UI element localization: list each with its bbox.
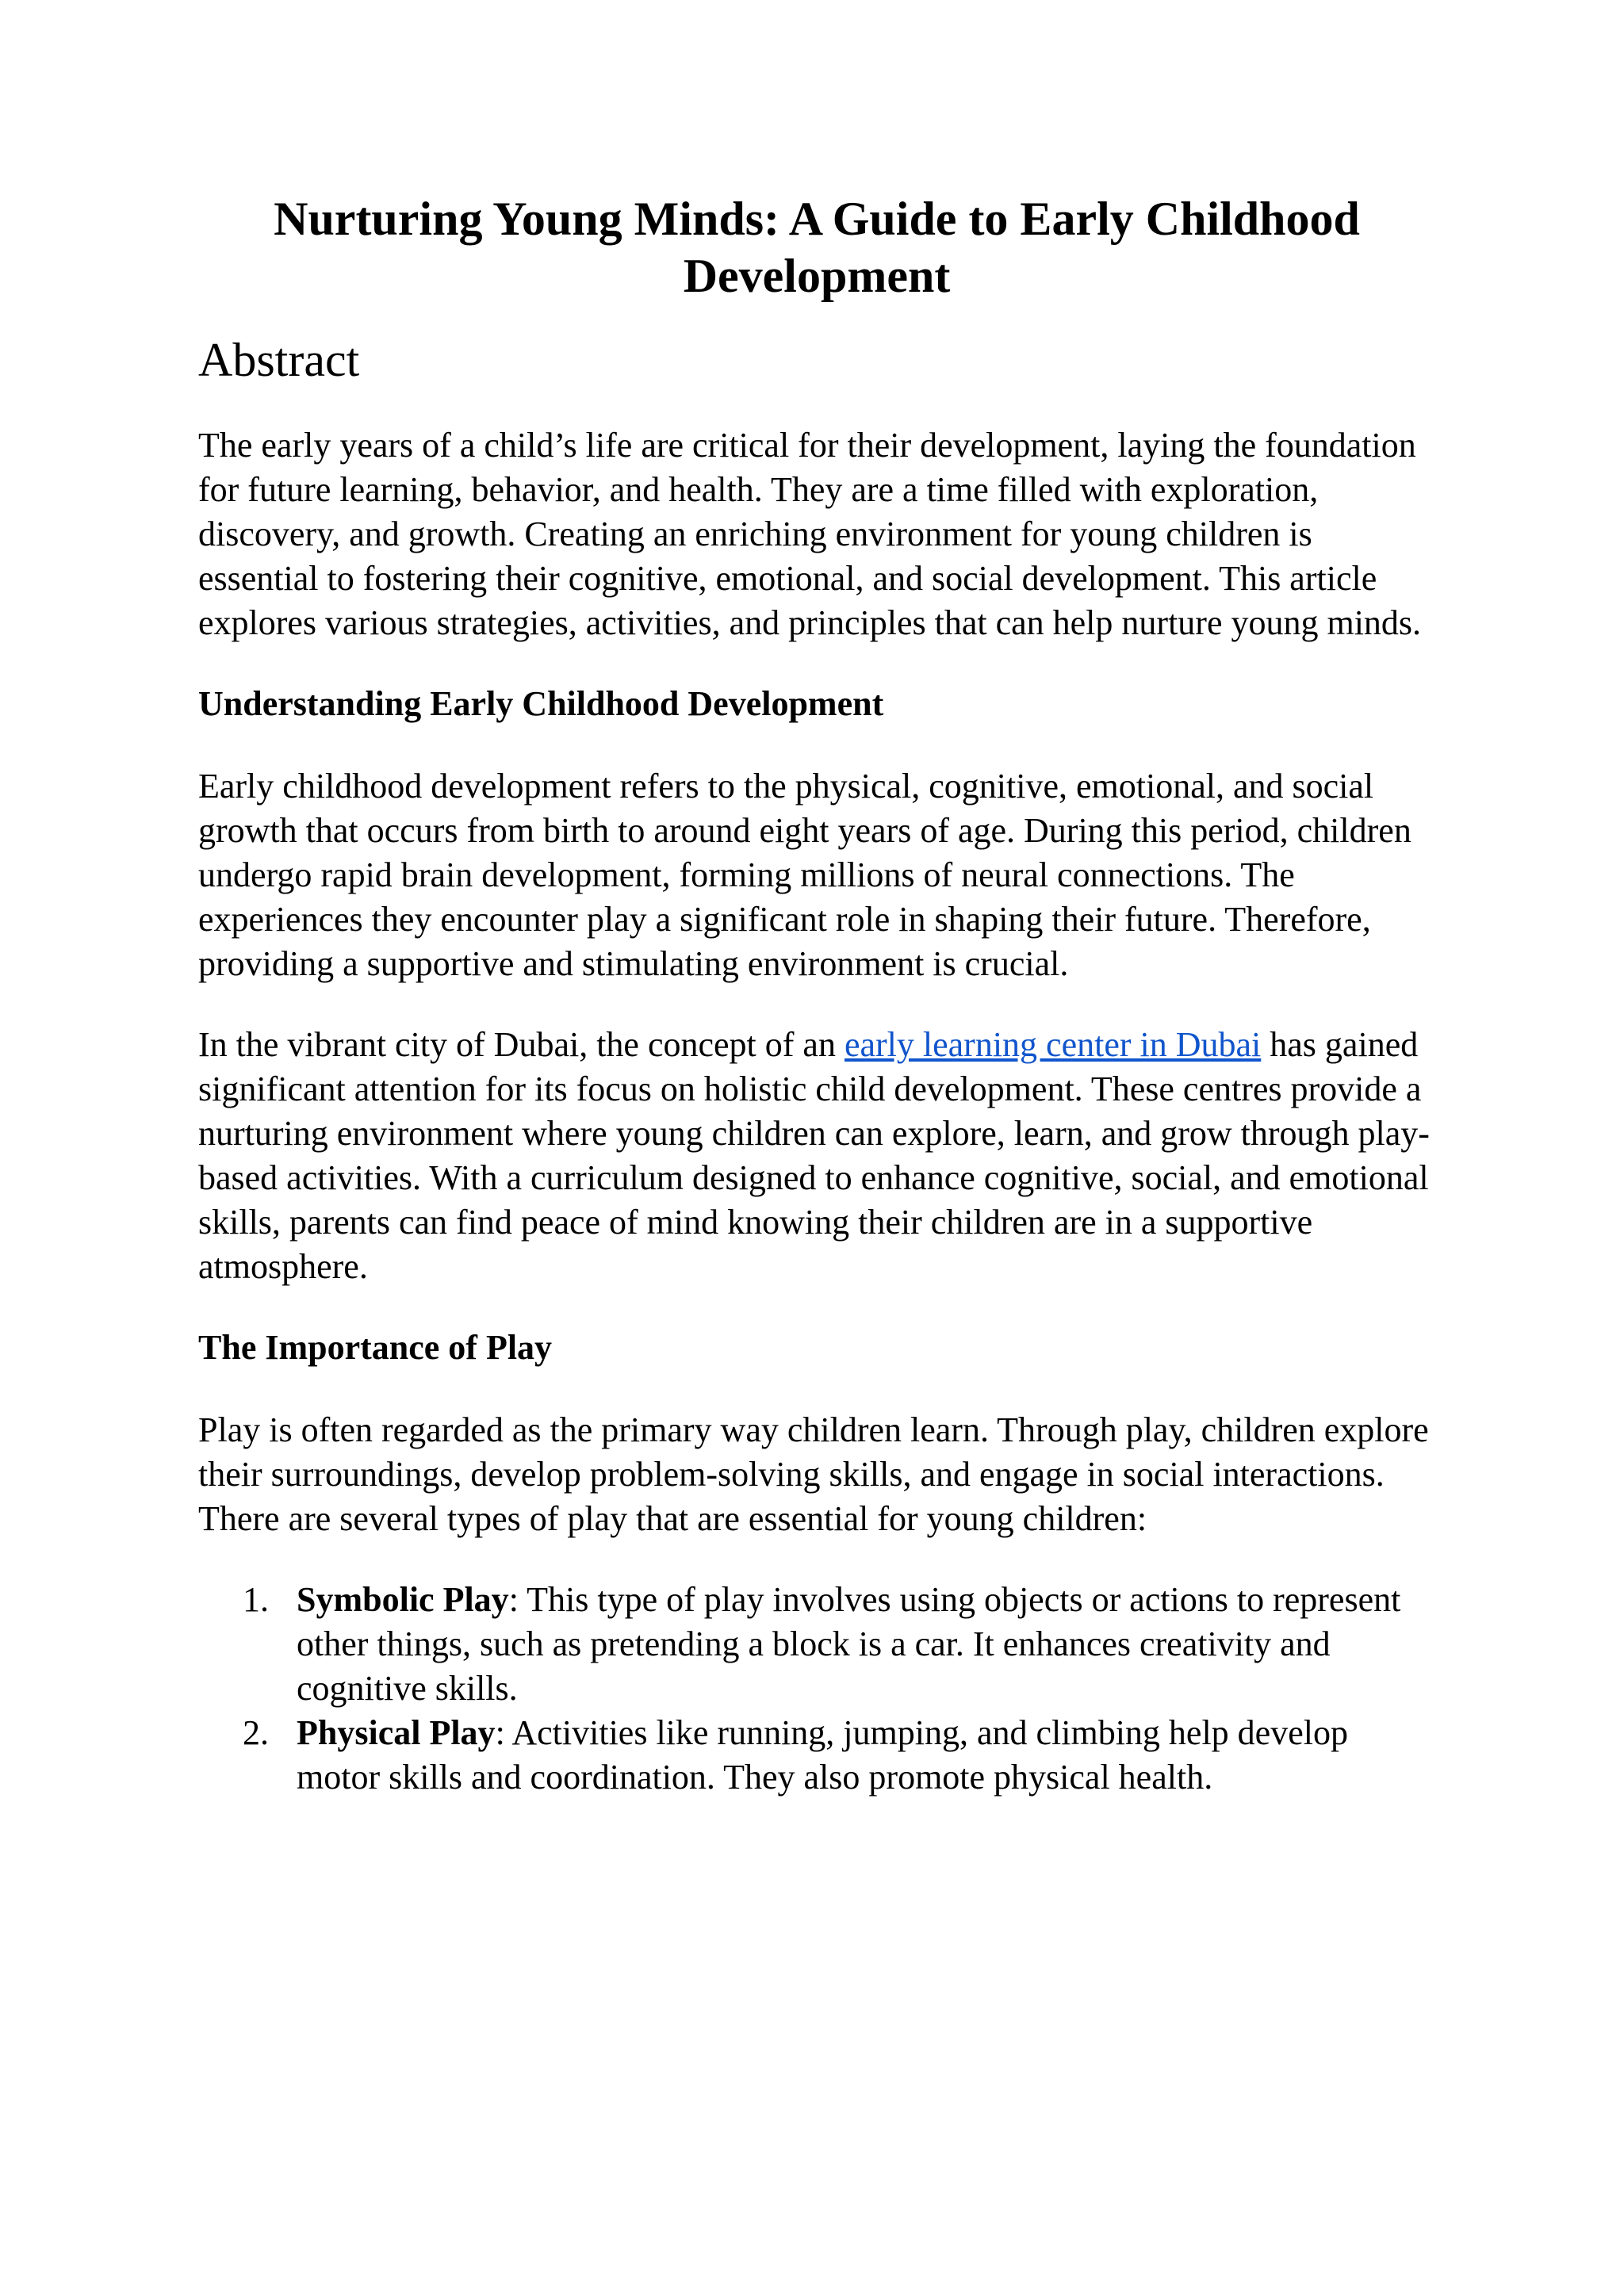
list-item-number: 1. bbox=[243, 1580, 269, 1619]
document-title: Nurturing Young Minds: A Guide to Early Childhood Development bbox=[274, 193, 1360, 302]
list-item-number: 2. bbox=[243, 1713, 269, 1752]
development-paragraph: Early childhood development refers to the physical, cognitive, emotional, and social growth that occurs from birth to around eight years of age. During this period, children undergo rapid brain development, forming millions of neural connections. The experiences they encounter play a significant role in shaping their future. Therefore, providing a supportive and stimulating environment is crucial. bbox=[198, 767, 1411, 983]
list-item bbox=[198, 1578, 1435, 1711]
play-paragraph: Play is often regarded as the primary way children learn. Through play, children explore their surroundings, develop problem-solving skills, and engage in social interactions. There are several types of play that are essential for young children: bbox=[198, 1410, 1429, 1538]
list-item bbox=[198, 1711, 1435, 1800]
dubai-paragraph-text-end: has gained significant attention for its focus on holistic child development. These centres provide a nurturing environment where young children can explore, learn, and grow through play-based activities. With a curriculum designed to enhance cognitive, social, and emotional skills, parents can find peace of mind knowing their children are in a supportive atmosphere. bbox=[198, 1025, 1430, 1286]
abstract-heading: Abstract bbox=[198, 334, 360, 386]
list-item-term: Symbolic Play bbox=[297, 1580, 509, 1619]
document-content bbox=[198, 190, 1435, 1800]
play-types-list bbox=[198, 1578, 1435, 1800]
abstract-paragraph: The early years of a child’s life are critical for their development, laying the foundation for future learning, behavior, and health. They are a time filled with exploration, discovery, and growth. Creating an enriching environment for young children is essential to fostering their cognitive, emotional, and social development. This article explores various strategies, activities, and principles that can help nurture young minds. bbox=[198, 426, 1422, 642]
list-item-text: : Activities like running, jumping, and climbing help develop motor skills and coordination. They also promote physical health. bbox=[297, 1713, 1348, 1797]
section-heading-understanding: Understanding Early Childhood Development bbox=[198, 684, 884, 723]
dubai-paragraph bbox=[198, 1023, 1435, 1289]
list-item-term: Physical Play bbox=[297, 1713, 496, 1752]
dubai-paragraph-text-start: In the vibrant city of Dubai, the concept of an bbox=[198, 1025, 845, 1064]
section-heading-play: The Importance of Play bbox=[198, 1328, 553, 1367]
early-learning-center-link[interactable]: early learning center in Dubai bbox=[844, 1025, 1262, 1064]
list-item-text: : This type of play involves using objects or actions to represent other things, such as pretending a block is a car. It enhances creativity and cognitive skills. bbox=[297, 1580, 1401, 1708]
